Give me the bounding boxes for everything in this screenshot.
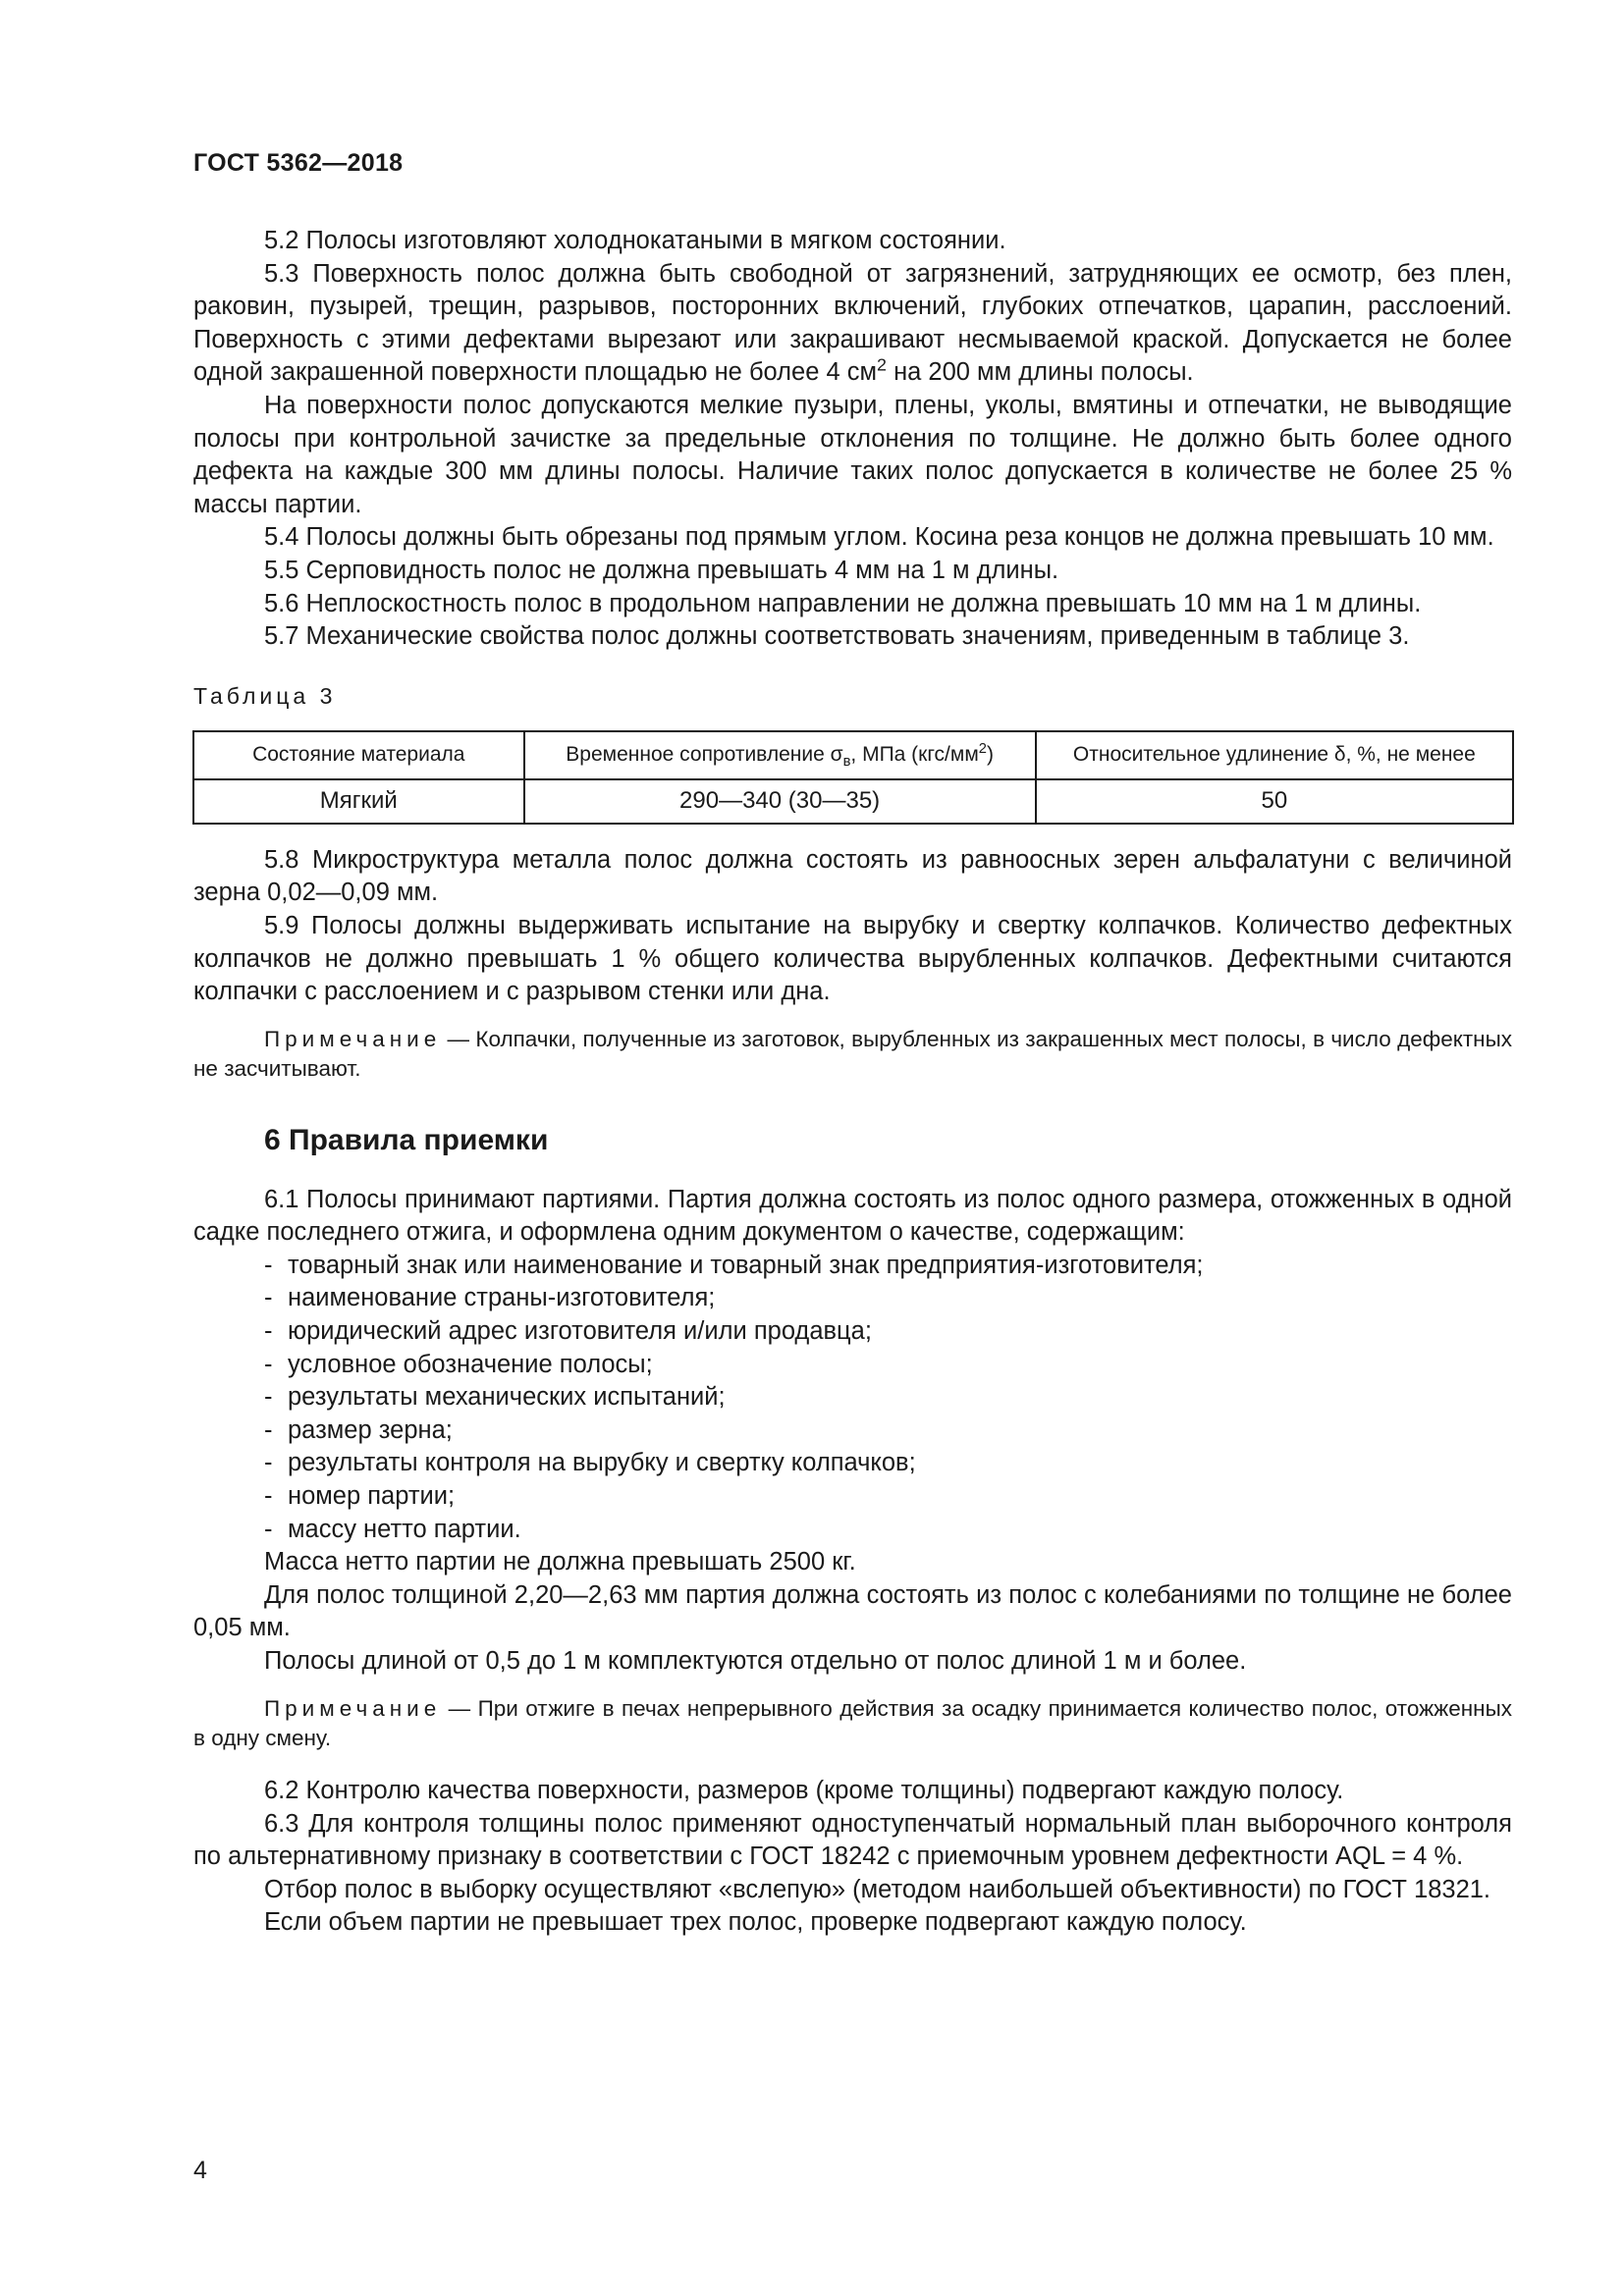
clause-5-2: 5.2 Полосы изготовляют холоднокатаными в мягком состоянии. — [264, 227, 1006, 254]
batch-mass: Масса нетто партии не должна превышать 2500 кг. — [264, 1548, 856, 1576]
document-body — [193, 225, 1512, 1940]
header-tensile-text: Временное сопротивление σ — [566, 743, 843, 767]
list-item: - товарный знак или наименование и товарный знак предприятия-изготовителя; — [264, 1251, 1204, 1279]
note-2-text: — При отжиге в печах непрерывного действия за осадку принимается количество полос, отожженных в одну смену. — [193, 1695, 1512, 1750]
header-tensile-sub: в — [842, 754, 851, 771]
document-code: ГОСТ 5362—2018 — [193, 149, 404, 177]
page-number: 4 — [193, 2157, 207, 2184]
clause-6-3: 6.3 Для контроля толщины полос применяют одноступенчатый нормальный план выборочного контроля по альтернативному признаку в соответствии с ГОСТ 18242 с приемочным уровнем дефектности AQL = 4 %. — [193, 1809, 1512, 1871]
small-batch-rule: Если объем партии не превышает трех полос, проверке подвергают каждую полосу. — [264, 1908, 1247, 1937]
header-material-state: Состояние материала — [193, 731, 524, 779]
clause-5-3-continuation: На поверхности полос допускаются мелкие пузыри, плены, уколы, вмятины и отпечатки, не выводящие полосы при контрольной зачистке за предельные отклонения по толщине. Не должно быть более одного дефекта на каждые 300 мм длины полосы. Наличие таких полос допускается в количестве не более 25 % массы партии. — [193, 391, 1512, 518]
header-tensile-close: ) — [986, 743, 994, 767]
table-3-caption: Таблица 3 — [193, 682, 337, 709]
clause-5-3-text: 5.3 Поверхность полос должна быть свободной от загрязнений, затрудняющих ее осмотр, без плен, раковин, пузырей, трещин, разрывов, посторонних включений, глубоких отпечатков, царапин, расслоений. Поверхность с этими дефектами вырезают или закрашивают несмываемой краской. Допускается не более одной закрашенной поверхности площадью не более 4 см — [193, 259, 1512, 387]
note-2 — [193, 1694, 1512, 1753]
clause-6-2: 6.2 Контролю качества поверхности, размеров (кроме толщины) подвергают каждую полосу. — [264, 1777, 1344, 1805]
list-item: - условное обозначение полосы; — [264, 1350, 653, 1378]
batch-thickness: Для полос толщиной 2,20—2,63 мм партия должна состоять из полос с колебаниями по толщине не более 0,05 мм. — [193, 1580, 1512, 1642]
clause-5-3-sup: 2 — [877, 354, 887, 375]
sampling-method: Отбор полос в выборку осуществляют «вслепую» (методом наибольшей объективности) по ГОСТ 18321. — [264, 1875, 1491, 1903]
clause-5-8: 5.8 Микроструктура металла полос должна состоять из равноосных зерен альфалатуни с величиной зерна 0,02—0,09 мм. — [193, 845, 1512, 907]
note-1 — [193, 1025, 1512, 1084]
table-3 — [192, 730, 1514, 825]
section-6-title: 6 Правила приемки — [264, 1123, 549, 1156]
clause-5-7: 5.7 Механические свойства полос должны соответствовать значениям, приведенным в таблице 3. — [264, 622, 1410, 651]
clause-6-1: 6.1 Полосы принимают партиями. Партия должна состоять из полос одного размера, отожженных в одной садке последнего отжига, и оформлена одним документом о качестве, содержащим: — [193, 1185, 1512, 1247]
clause-5-6: 5.6 Неплоскостность полос в продольном направлении не должна превышать 10 мм на 1 м длины. — [264, 589, 1422, 617]
list-item: - размер зерна; — [264, 1415, 453, 1444]
list-item: - результаты механических испытаний; — [264, 1383, 726, 1412]
list-item: - юридический адрес изготовителя и/или продавца; — [264, 1317, 872, 1346]
note-1-text: — Колпачки, полученные из заготовок, вырубленных из закрашенных мест полосы, в число дефектных не засчитывают. — [193, 1026, 1512, 1081]
list-item: - наименование страны-изготовителя; — [264, 1284, 716, 1312]
header-tensile-sup: 2 — [978, 741, 987, 758]
list-item: - массу нетто партии. — [264, 1515, 521, 1543]
note-1-label: Примечание — [264, 1026, 442, 1051]
list-item: - номер партии; — [264, 1482, 456, 1511]
document-contents-list — [193, 1250, 1512, 1546]
clause-5-3 — [193, 258, 1512, 390]
batch-length: Полосы длиной от 0,5 до 1 м комплектуются отдельно от полос длиной 1 м и более. — [264, 1647, 1247, 1675]
cell-elongation: 50 — [1036, 779, 1513, 824]
clause-5-9: 5.9 Полосы должны выдерживать испытание на вырубку и свертку колпачков. Количество дефектных колпачков не должно превышать 1 % общего количества вырубленных колпачков. Дефектными считаются колпачки с расслоением и с разрывом стенки или дна. — [193, 911, 1512, 1006]
cell-material-state: Мягкий — [193, 779, 524, 824]
header-tensile-unit: , МПа (кгс/мм — [850, 743, 979, 767]
list-item: - результаты контроля на вырубку и свертку колпачков; — [264, 1449, 916, 1477]
clause-5-4: 5.4 Полосы должны быть обрезаны под прямым углом. Косина реза концов не должна превышать 10 мм. — [264, 523, 1494, 552]
clause-5-3-text-end: на 200 мм длины полосы. — [886, 358, 1194, 387]
cell-tensile-strength: 290—340 (30—35) — [524, 779, 1036, 824]
table-header-row — [193, 731, 1513, 779]
header-tensile-strength — [524, 731, 1036, 779]
header-elongation: Относительное удлинение δ, %, не менее — [1036, 731, 1513, 779]
note-2-label: Примечание — [264, 1695, 442, 1721]
table-row — [193, 779, 1513, 824]
clause-5-5: 5.5 Серповидность полос не должна превышать 4 мм на 1 м длины. — [264, 556, 1059, 584]
